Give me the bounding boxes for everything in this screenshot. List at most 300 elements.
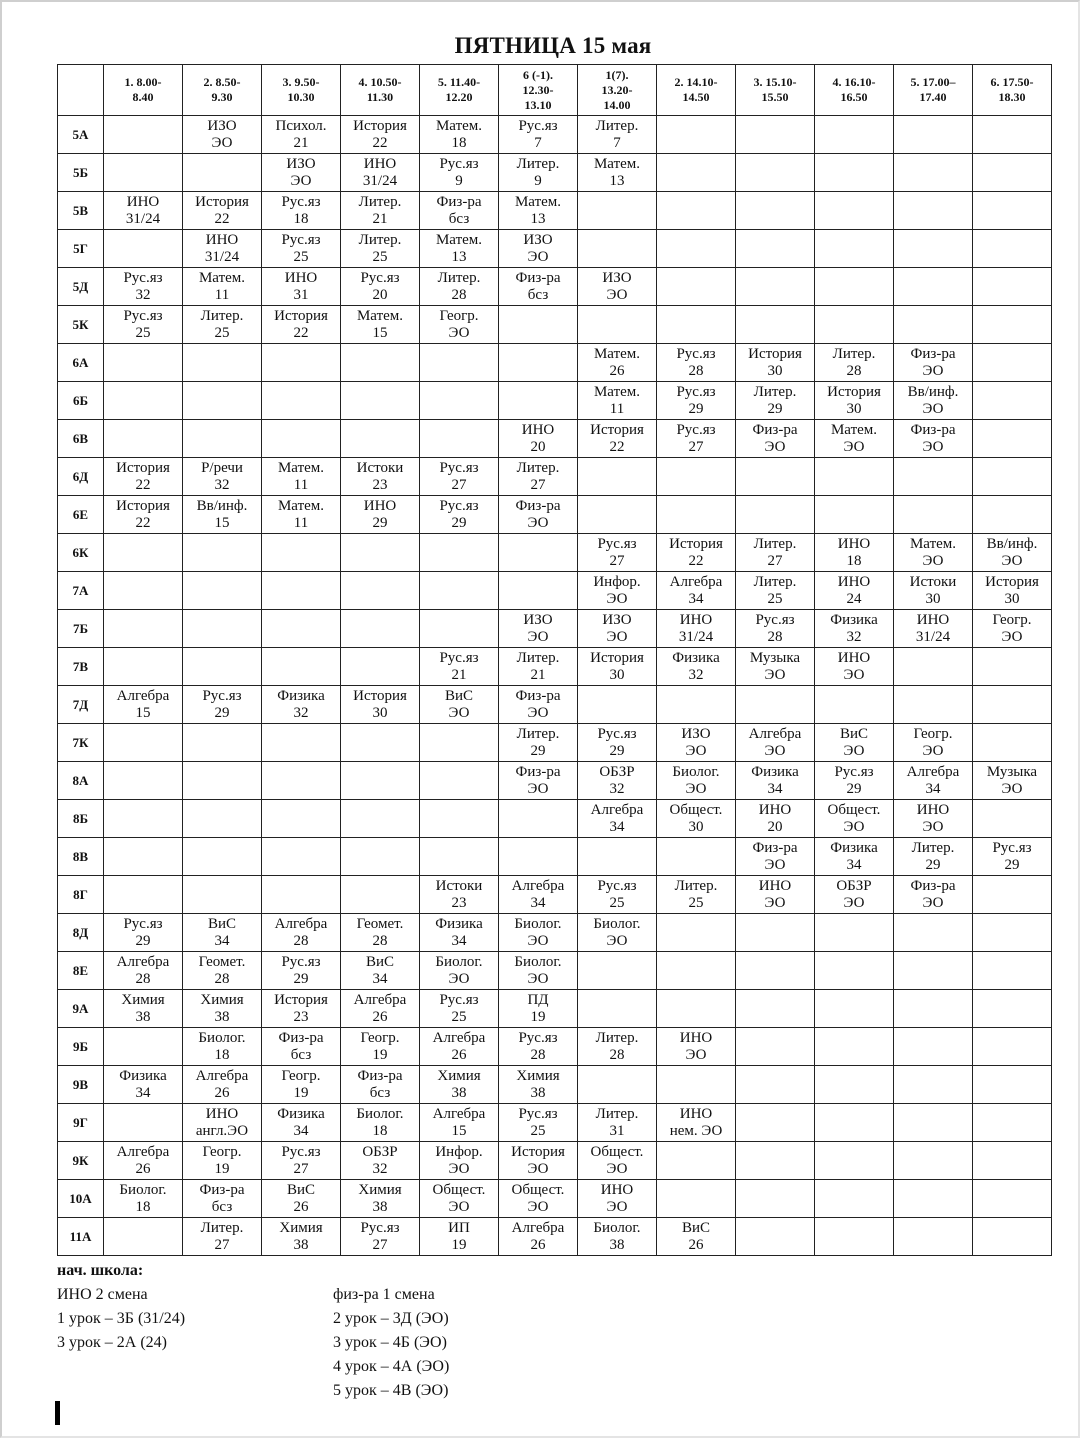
lesson-cell <box>894 572 973 610</box>
column-header-label: 5. 11.40- 12.20 <box>437 75 481 104</box>
table-row <box>58 268 1052 306</box>
lesson-cell <box>815 1142 894 1180</box>
lesson-cell <box>815 876 894 914</box>
table-row <box>58 1142 1052 1180</box>
lesson-cell <box>104 952 183 990</box>
column-header <box>736 65 815 116</box>
lesson-cell <box>104 382 183 420</box>
lesson-cell <box>815 382 894 420</box>
lesson-cell <box>894 268 973 306</box>
lesson-cell <box>973 344 1052 382</box>
lesson-cell <box>657 952 736 990</box>
lesson-text: Инфор. ЭО <box>435 1143 483 1177</box>
column-header <box>341 65 420 116</box>
lesson-text: Музыка ЭО <box>986 763 1038 797</box>
lesson-text: Физ-ра ЭО <box>752 421 798 455</box>
lesson-text: ИНО ЭО <box>758 877 792 911</box>
lesson-cell <box>736 648 815 686</box>
lesson-cell <box>420 686 499 724</box>
lesson-text: ИНО ЭО <box>916 801 950 835</box>
lesson-text: Литер. 29 <box>753 383 797 417</box>
lesson-cell <box>894 1028 973 1066</box>
lesson-text: ИЗО ЭО <box>602 611 632 645</box>
lesson-text: Литер. 27 <box>753 535 797 569</box>
lesson-cell <box>104 572 183 610</box>
class-label: 6Б <box>58 382 104 420</box>
column-header-label: 6. 17.50- 18.30 <box>990 75 1034 104</box>
lesson-text: Геогр. ЭО <box>439 307 479 341</box>
table-row <box>58 800 1052 838</box>
class-label: 6Е <box>58 496 104 534</box>
lesson-text: Рус.яз 21 <box>439 649 479 683</box>
lesson-cell <box>420 534 499 572</box>
lesson-cell <box>815 914 894 952</box>
lesson-cell <box>736 344 815 382</box>
table-row <box>58 230 1052 268</box>
lesson-cell <box>183 1142 262 1180</box>
lesson-cell <box>341 610 420 648</box>
lesson-cell <box>341 952 420 990</box>
table-row <box>58 1066 1052 1104</box>
lesson-cell <box>104 344 183 382</box>
column-header-label: 4. 10.50- 11.30 <box>358 75 402 104</box>
lesson-text: ИЗО ЭО <box>602 269 632 303</box>
footer-right-notes <box>333 1283 449 1403</box>
lesson-cell <box>183 382 262 420</box>
lesson-cell <box>973 534 1052 572</box>
lesson-cell <box>341 1028 420 1066</box>
table-row <box>58 990 1052 1028</box>
lesson-cell <box>973 1142 1052 1180</box>
class-label: 6Д <box>58 458 104 496</box>
lesson-text: Рус.яз 29 <box>202 687 242 721</box>
lesson-cell <box>736 1066 815 1104</box>
lesson-cell <box>341 268 420 306</box>
lesson-text: Геомет. 28 <box>198 953 246 987</box>
corner-cell <box>58 65 104 116</box>
lesson-cell <box>183 876 262 914</box>
column-header-label: 2. 8.50- 9.30 <box>203 75 241 104</box>
lesson-cell <box>420 800 499 838</box>
lesson-cell <box>736 952 815 990</box>
lesson-text: Матем. 13 <box>593 155 641 189</box>
lesson-cell <box>420 1028 499 1066</box>
lesson-cell <box>973 230 1052 268</box>
lesson-cell <box>657 686 736 724</box>
class-label: 11А <box>58 1218 104 1256</box>
column-header <box>657 65 736 116</box>
footer-line: 5 урок – 4В (ЭО) <box>333 1382 449 1399</box>
lesson-cell <box>894 458 973 496</box>
lesson-cell <box>657 610 736 648</box>
lesson-cell <box>183 762 262 800</box>
lesson-cell <box>894 534 973 572</box>
lesson-text: ИНО 31/24 <box>915 611 951 645</box>
lesson-cell <box>341 382 420 420</box>
lesson-cell <box>657 1104 736 1142</box>
lesson-cell <box>499 686 578 724</box>
class-label: 8А <box>58 762 104 800</box>
footer-heading: нач. школа: <box>57 1262 144 1279</box>
lesson-cell <box>183 306 262 344</box>
class-label: 10А <box>58 1180 104 1218</box>
lesson-cell <box>499 192 578 230</box>
lesson-cell <box>894 838 973 876</box>
lesson-cell <box>420 230 499 268</box>
lesson-cell <box>104 420 183 458</box>
class-label: 5А <box>58 116 104 154</box>
lesson-text: История 22 <box>669 535 723 569</box>
lesson-text: ИЗО ЭО <box>207 117 237 151</box>
lesson-text: Рус.яз 25 <box>597 877 637 911</box>
lesson-cell <box>815 496 894 534</box>
lesson-text: Физика 32 <box>830 611 878 645</box>
lesson-text: Физ-ра бсз <box>199 1181 245 1215</box>
lesson-cell <box>499 648 578 686</box>
lesson-cell <box>104 154 183 192</box>
lesson-cell <box>657 268 736 306</box>
lesson-text: Физ-ра ЭО <box>752 839 798 873</box>
lesson-cell <box>973 762 1052 800</box>
lesson-cell <box>973 914 1052 952</box>
class-label: 6А <box>58 344 104 382</box>
lesson-cell <box>736 268 815 306</box>
lesson-text: ИНО нем. ЭО <box>669 1105 723 1139</box>
lesson-cell <box>420 458 499 496</box>
lesson-cell <box>657 876 736 914</box>
lesson-cell <box>420 1142 499 1180</box>
column-header-label: 3. 9.50- 10.30 <box>282 75 320 104</box>
lesson-cell <box>420 648 499 686</box>
lesson-cell <box>736 192 815 230</box>
lesson-cell <box>894 344 973 382</box>
lesson-text: ИНО 31/24 <box>125 193 161 227</box>
lesson-cell <box>341 762 420 800</box>
lesson-cell <box>104 534 183 572</box>
lesson-text: Рус.яз 32 <box>123 269 163 303</box>
table-row <box>58 686 1052 724</box>
lesson-cell <box>420 116 499 154</box>
lesson-cell <box>183 724 262 762</box>
lesson-cell <box>657 724 736 762</box>
lesson-cell <box>104 458 183 496</box>
lesson-cell <box>183 838 262 876</box>
lesson-cell <box>262 648 341 686</box>
table-row <box>58 306 1052 344</box>
table-row <box>58 648 1052 686</box>
lesson-text: Инфор. ЭО <box>593 573 641 607</box>
lesson-cell <box>499 990 578 1028</box>
lesson-cell <box>657 420 736 458</box>
column-header <box>262 65 341 116</box>
lesson-cell <box>578 192 657 230</box>
lesson-text: Физика 34 <box>435 915 483 949</box>
lesson-cell <box>262 610 341 648</box>
lesson-text: Матем. 11 <box>277 497 325 531</box>
lesson-cell <box>973 1066 1052 1104</box>
lesson-cell <box>578 534 657 572</box>
lesson-text: Химия 38 <box>358 1181 402 1215</box>
lesson-text: Биолог. 38 <box>593 1219 641 1253</box>
lesson-cell <box>104 1028 183 1066</box>
lesson-cell <box>262 268 341 306</box>
lesson-text: Геогр. 19 <box>202 1143 242 1177</box>
lesson-cell <box>420 572 499 610</box>
lesson-cell <box>262 990 341 1028</box>
lesson-text: Алгебра 28 <box>274 915 328 949</box>
lesson-cell <box>262 762 341 800</box>
lesson-text: Рус.яз 20 <box>360 269 400 303</box>
column-header <box>104 65 183 116</box>
table-row <box>58 192 1052 230</box>
lesson-cell <box>341 990 420 1028</box>
lesson-text: Алгебра 15 <box>116 687 170 721</box>
lesson-cell <box>973 800 1052 838</box>
lesson-cell <box>420 1104 499 1142</box>
lesson-cell <box>341 914 420 952</box>
lesson-cell <box>262 1028 341 1066</box>
lesson-text: Биолог. ЭО <box>514 953 562 987</box>
lesson-cell <box>183 268 262 306</box>
lesson-cell <box>736 1104 815 1142</box>
class-label: 7Д <box>58 686 104 724</box>
lesson-cell <box>499 420 578 458</box>
lesson-text: История 22 <box>590 421 644 455</box>
lesson-text: ИНО 31/24 <box>678 611 714 645</box>
lesson-cell <box>815 230 894 268</box>
page-title: ПЯТНИЦА 15 мая <box>454 33 652 58</box>
lesson-text: ИНО 18 <box>837 535 871 569</box>
lesson-text: Алгебра ЭО <box>748 725 802 759</box>
lesson-cell <box>262 458 341 496</box>
lesson-cell <box>183 952 262 990</box>
lesson-cell <box>183 914 262 952</box>
lesson-cell <box>499 838 578 876</box>
lesson-cell <box>341 534 420 572</box>
lesson-cell <box>499 1066 578 1104</box>
lesson-cell <box>736 496 815 534</box>
lesson-text: Химия 38 <box>437 1067 481 1101</box>
lesson-text: Литер. 28 <box>832 345 876 379</box>
lesson-text: ВиС ЭО <box>444 687 474 721</box>
lesson-cell <box>262 534 341 572</box>
lesson-cell <box>183 154 262 192</box>
lesson-text: Литер. 25 <box>358 231 402 265</box>
lesson-text: Физ-ра ЭО <box>910 345 956 379</box>
lesson-cell <box>420 154 499 192</box>
lesson-cell <box>815 1028 894 1066</box>
lesson-cell <box>973 306 1052 344</box>
lesson-cell <box>657 1180 736 1218</box>
lesson-cell <box>262 1142 341 1180</box>
lesson-cell <box>736 686 815 724</box>
lesson-cell <box>499 724 578 762</box>
lesson-text: Физ-ра бсз <box>515 269 561 303</box>
lesson-cell <box>736 230 815 268</box>
lesson-cell <box>578 1104 657 1142</box>
lesson-text: Литер. 27 <box>516 459 560 493</box>
lesson-cell <box>894 990 973 1028</box>
lesson-cell <box>183 1066 262 1104</box>
lesson-cell <box>578 116 657 154</box>
lesson-cell <box>894 306 973 344</box>
footer-line: 3 урок – 4Б (ЭО) <box>333 1334 447 1351</box>
lesson-text: Химия 38 <box>516 1067 560 1101</box>
lesson-text: ВиС 26 <box>286 1181 316 1215</box>
lesson-text: Общест. ЭО <box>511 1181 565 1215</box>
lesson-text: Матем. 11 <box>277 459 325 493</box>
lesson-text: Рус.яз 29 <box>123 915 163 949</box>
lesson-cell <box>736 724 815 762</box>
lesson-cell <box>815 1104 894 1142</box>
lesson-text: Алгебра 26 <box>511 1219 565 1253</box>
lesson-cell <box>262 1104 341 1142</box>
table-row <box>58 344 1052 382</box>
lesson-cell <box>104 724 183 762</box>
lesson-cell <box>736 116 815 154</box>
lesson-text: Истоки 23 <box>356 459 404 493</box>
lesson-text: Физ-ра ЭО <box>910 877 956 911</box>
lesson-cell <box>657 344 736 382</box>
lesson-cell <box>341 800 420 838</box>
table-row <box>58 876 1052 914</box>
lesson-cell <box>499 1104 578 1142</box>
lesson-text: Биолог. ЭО <box>435 953 483 987</box>
lesson-text: Физика 34 <box>119 1067 167 1101</box>
lesson-text: ОБЗР 32 <box>599 763 635 797</box>
lesson-cell <box>815 458 894 496</box>
lesson-cell <box>815 1180 894 1218</box>
lesson-text: История 22 <box>116 497 170 531</box>
lesson-cell <box>815 762 894 800</box>
lesson-cell <box>104 116 183 154</box>
lesson-text: Рус.яз 29 <box>992 839 1032 873</box>
lesson-cell <box>657 800 736 838</box>
lesson-cell <box>657 382 736 420</box>
lesson-cell <box>262 230 341 268</box>
lesson-text: ИЗО ЭО <box>681 725 711 759</box>
lesson-text: Рус.яз 27 <box>676 421 716 455</box>
lesson-text: Общест. ЭО <box>590 1143 644 1177</box>
lesson-cell <box>183 496 262 534</box>
lesson-cell <box>815 306 894 344</box>
column-header-label: 3. 15.10- 15.50 <box>753 75 797 104</box>
lesson-text: Рус.яз 7 <box>518 117 558 151</box>
lesson-text: Литер. 29 <box>516 725 560 759</box>
lesson-text: Рус.яз 29 <box>676 383 716 417</box>
lesson-text: Психол. 21 <box>275 117 327 151</box>
table-row <box>58 1028 1052 1066</box>
class-label: 9Б <box>58 1028 104 1066</box>
lesson-text: Биолог. ЭО <box>514 915 562 949</box>
column-header <box>578 65 657 116</box>
lesson-cell <box>183 800 262 838</box>
lesson-cell <box>736 572 815 610</box>
class-label: 5В <box>58 192 104 230</box>
lesson-cell <box>578 686 657 724</box>
lesson-cell <box>183 1028 262 1066</box>
lesson-cell <box>973 686 1052 724</box>
lesson-text: Вв/инф. ЭО <box>907 383 959 417</box>
lesson-cell <box>341 192 420 230</box>
lesson-cell <box>973 268 1052 306</box>
lesson-cell <box>736 914 815 952</box>
lesson-cell <box>815 990 894 1028</box>
lesson-cell <box>736 838 815 876</box>
table-row <box>58 1218 1052 1256</box>
lesson-cell <box>736 534 815 572</box>
lesson-cell <box>104 192 183 230</box>
lesson-cell <box>341 1142 420 1180</box>
table-row <box>58 952 1052 990</box>
lesson-cell <box>420 192 499 230</box>
lesson-cell <box>578 382 657 420</box>
lesson-cell <box>341 876 420 914</box>
lesson-text: Геогр. ЭО <box>913 725 953 759</box>
lesson-text: Литер. 28 <box>595 1029 639 1063</box>
lesson-cell <box>262 1218 341 1256</box>
lesson-cell <box>736 1218 815 1256</box>
column-header <box>183 65 262 116</box>
lesson-text: История 23 <box>274 991 328 1025</box>
lesson-cell <box>973 648 1052 686</box>
lesson-text: Физика 34 <box>830 839 878 873</box>
class-label: 7К <box>58 724 104 762</box>
lesson-text: Истоки 23 <box>435 877 483 911</box>
lesson-text: Рус.яз 28 <box>676 345 716 379</box>
lesson-cell <box>499 230 578 268</box>
lesson-cell <box>341 838 420 876</box>
lesson-cell <box>657 1142 736 1180</box>
lesson-cell <box>262 1066 341 1104</box>
lesson-cell <box>973 496 1052 534</box>
lesson-cell <box>341 496 420 534</box>
class-label: 9К <box>58 1142 104 1180</box>
lesson-cell <box>815 838 894 876</box>
class-label: 6В <box>58 420 104 458</box>
lesson-cell <box>736 382 815 420</box>
footer-line: 2 урок – 3Д (ЭО) <box>333 1310 449 1327</box>
lesson-text: Матем. 26 <box>593 345 641 379</box>
lesson-cell <box>262 154 341 192</box>
lesson-text: Литер. 28 <box>437 269 481 303</box>
lesson-cell <box>104 1180 183 1218</box>
lesson-cell <box>815 610 894 648</box>
lesson-cell <box>578 800 657 838</box>
lesson-cell <box>973 1180 1052 1218</box>
lesson-text: Геогр. ЭО <box>992 611 1032 645</box>
lesson-cell <box>262 382 341 420</box>
lesson-cell <box>341 344 420 382</box>
lesson-text: Вв/инф. ЭО <box>986 535 1038 569</box>
footer-line: 3 урок – 2А (24) <box>57 1334 167 1351</box>
column-header <box>499 65 578 116</box>
lesson-cell <box>499 382 578 420</box>
class-label: 9Г <box>58 1104 104 1142</box>
lesson-cell <box>657 230 736 268</box>
lesson-text: Физика 34 <box>751 763 799 797</box>
lesson-cell <box>104 610 183 648</box>
lesson-text: ИНО 31/24 <box>204 231 240 265</box>
lesson-text: История 30 <box>827 383 881 417</box>
lesson-cell <box>578 876 657 914</box>
lesson-cell <box>341 1104 420 1142</box>
lesson-cell <box>657 762 736 800</box>
lesson-cell <box>578 458 657 496</box>
lesson-cell <box>815 648 894 686</box>
lesson-cell <box>341 1218 420 1256</box>
table-row <box>58 838 1052 876</box>
